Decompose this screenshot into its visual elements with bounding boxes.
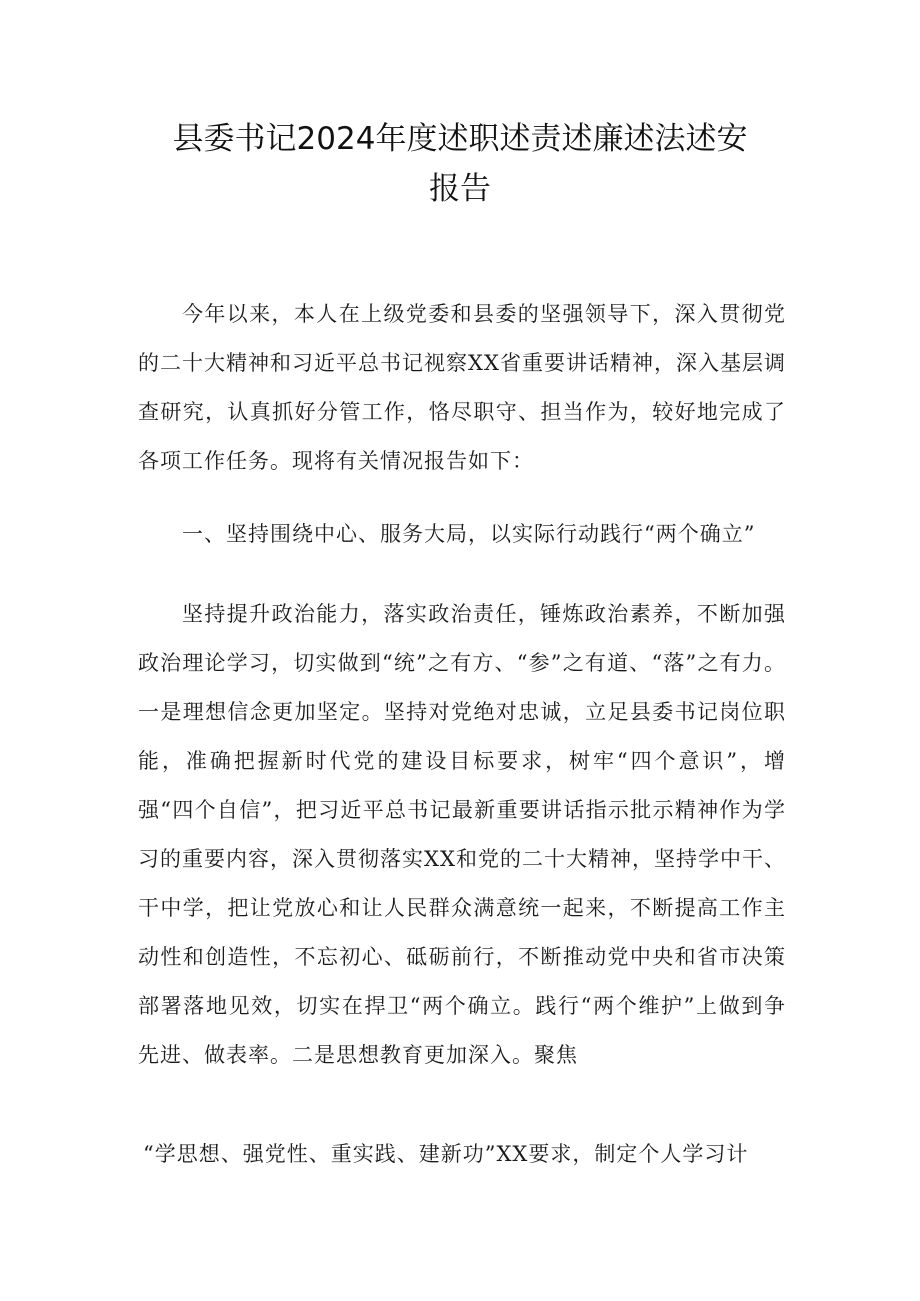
intro-paragraph: 今年以来，本人在上级党委和县委的坚强领导下，深入贯彻党的二十大精神和习近平总书记视察XX省重要讲话精神，深入基层调查研究，认真抓好分管工作，恪尽职守、担当作为，较好地完成了各项工作任务。现将有关情况报告如下： [138, 302, 786, 473]
title-line-2: 报告 [429, 171, 491, 207]
section-1-paragraph: 坚持提升政治能力，落实政治责任，锤炼政治素养，不断加强政治理论学习，切实做到“统”之有方、“参”之有道、“落”之有力。一是理想信念更加坚定。坚持对党绝对忠诚，立足县委书记岗位职能，准确把握新时代党的建设目标要求，树牢“四个意识”，增强“四个自信”，把习近平总书记最新重要讲话指示批示精神作为学习的重要内容，深入贯彻落实XX和党的二十大精神，坚持学中干、干中学，把让党放心和让人民群众满意统一起来，不断提高工作主动性和创造性，不忘初心、砥砺前行，不断推动党中央和省市决策部署落地见效，切实在捍卫“两个确立。践行“两个维护”上做到争先进、做表率。二是思想教育更加深入。聚焦 [138, 602, 786, 1067]
continuation-paragraph: “学思想、强党性、重实践、建新功”XX要求，制定个人学习计 [143, 1142, 749, 1166]
title-line-1: 县委书记2024年度述职述责述廉述法述安 [172, 121, 748, 157]
section-heading-1: 一、坚持围绕中心、服务大局，以实际行动践行“两个确立” [182, 522, 756, 546]
document-title [100, 114, 820, 214]
